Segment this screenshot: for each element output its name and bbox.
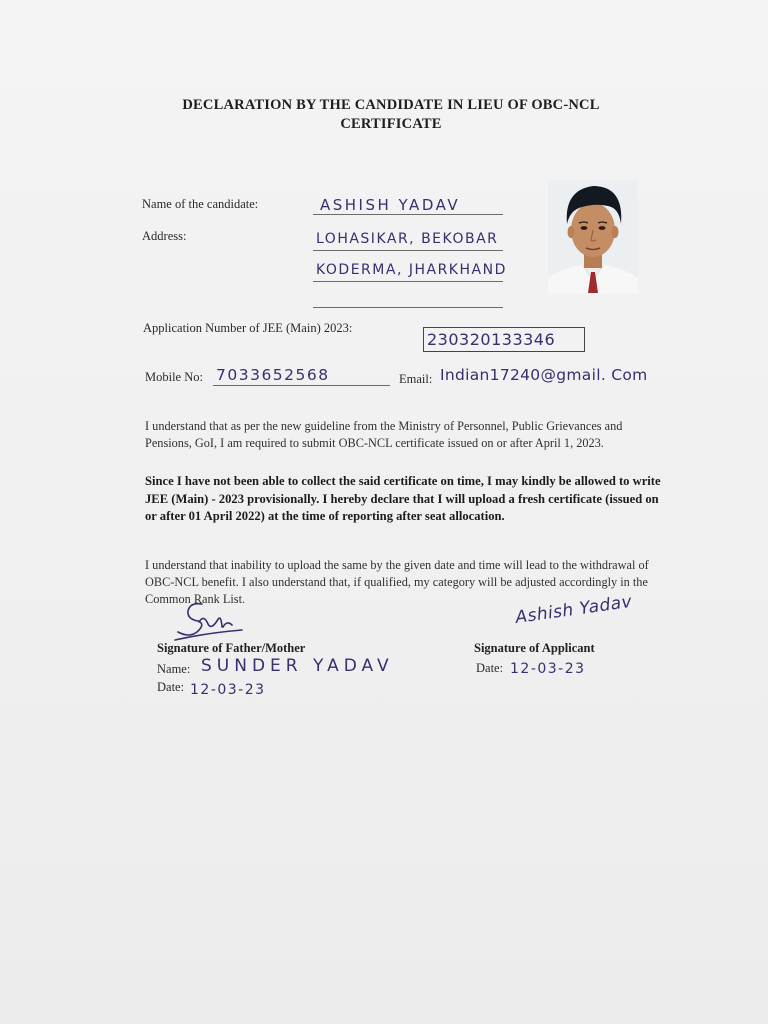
paragraph-2-date: 01 April 2022 bbox=[188, 509, 261, 523]
mobile-label: Mobile No: bbox=[145, 370, 203, 384]
document-title-line1: DECLARATION BY THE CANDIDATE IN LIEU OF OBC-NCL bbox=[182, 97, 600, 113]
name-underline bbox=[313, 214, 503, 215]
email-label: Email: bbox=[399, 372, 433, 386]
mobile-underline bbox=[213, 385, 390, 386]
address-line2-value: KODERMA, JHARKHAND bbox=[316, 262, 507, 278]
candidate-name-value: ASHISH YADAV bbox=[320, 196, 461, 214]
declaration-paragraph-2 bbox=[145, 473, 665, 526]
address-underline-3 bbox=[313, 307, 503, 308]
address-line1-value: LOHASIKAR, BEKOBAR bbox=[316, 231, 499, 247]
name-label: Name of the candidate: bbox=[142, 197, 259, 211]
application-number-value: 230320133346 bbox=[423, 327, 585, 352]
address-label: Address: bbox=[142, 229, 187, 243]
parent-name-value: SUNDER YADAV bbox=[201, 656, 394, 676]
address-underline-1 bbox=[313, 250, 503, 251]
paragraph-2-text-end: ) at the time of reporting after seat allocation. bbox=[260, 509, 505, 523]
parent-date-label: Date: bbox=[157, 680, 185, 694]
declaration-paragraph-1: I understand that as per the new guideline from the Ministry of Personnel, Public Grievances and Pensions, GoI, I am required to submit OBC-NCL certificate issued on or after April 1, 2023. bbox=[145, 419, 623, 450]
parent-signature-scribble bbox=[172, 600, 244, 646]
parent-date-value: 12-03-23 bbox=[190, 682, 266, 698]
parent-signature-label: Signature of Father/Mother bbox=[157, 641, 306, 655]
mobile-value: 7033652568 bbox=[216, 366, 330, 384]
parent-name-label: Name: bbox=[157, 662, 191, 676]
email-value: Indian17240@gmail. Com bbox=[440, 366, 648, 384]
declaration-paragraph-3: I understand that inability to upload the same by the given date and time will lead to the withdrawal of OBC-NCL benefit. I also understand that, if qualified, my category will be adjusted accordingly in the Common Rank List. bbox=[145, 558, 649, 606]
candidate-photo bbox=[548, 180, 638, 293]
application-number-label: Application Number of JEE (Main) 2023: bbox=[143, 321, 353, 335]
applicant-signature: Ashish Yadav bbox=[514, 591, 634, 628]
applicant-signature-label: Signature of Applicant bbox=[474, 641, 595, 655]
address-underline-2 bbox=[313, 281, 503, 282]
applicant-date-value: 12-03-23 bbox=[510, 661, 586, 677]
paragraph-2-text-start: Since I have not been able to collect the said certificate on time, I may kindly be allowed to write JEE (Main) - 2023 provisionally. I hereby declare that I will upload a fresh certificate (issued on or after bbox=[145, 474, 661, 523]
applicant-date-label: Date: bbox=[476, 661, 504, 675]
document-title-line2: CERTIFICATE bbox=[340, 116, 442, 132]
